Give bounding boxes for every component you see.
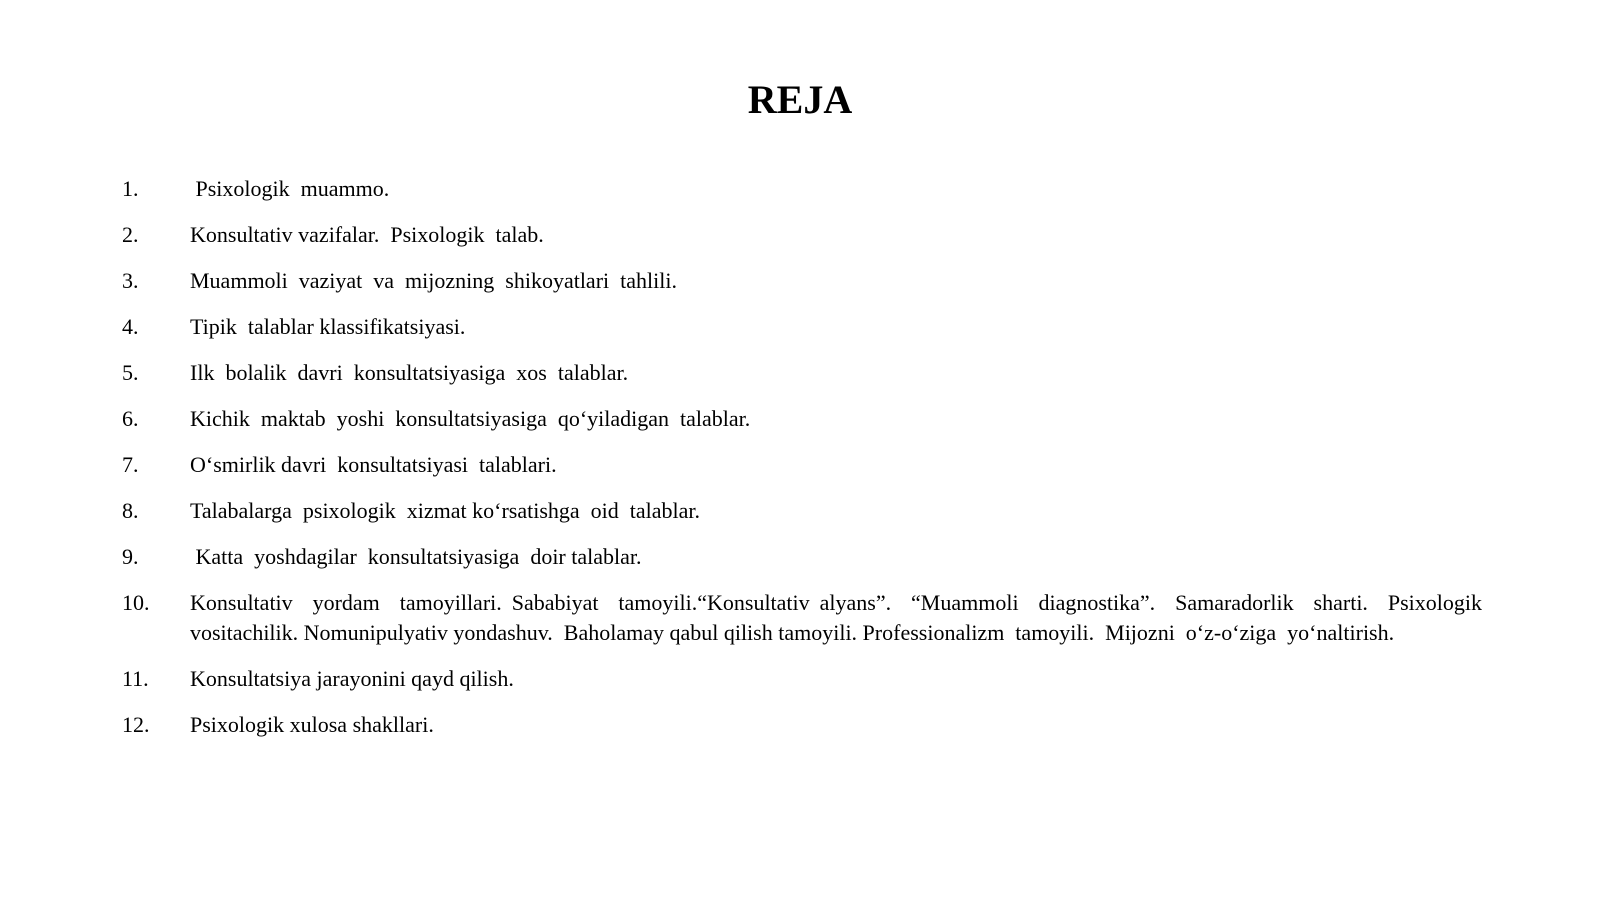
item-number: 3. (122, 268, 139, 293)
item-text: Katta yoshdagilar konsultatsiyasiga doir talablar. (190, 544, 642, 569)
item-text: Konsultativ yordam tamoyillari. Sababiyat tamoyili.“Konsultativ alyans”. “Muammoli diagnostika”. Samaradorlik sharti. Psixologik vositachilik. Nomunipulyativ yondashuv. Baholamay qabul qilish tamoyili. Professionalizm tamoyili. Mijozni o‘z-o‘ziga yo‘naltirish. (190, 590, 1488, 645)
item-number: 11. (122, 666, 149, 691)
list-item (122, 358, 1482, 388)
list-item (122, 496, 1482, 526)
list-item (122, 588, 1488, 648)
item-text: Konsultatsiya jarayonini qayd qilish. (190, 666, 514, 691)
item-text: Tipik talablar klassifikatsiyasi. (190, 314, 466, 339)
item-number: 10. (122, 590, 150, 615)
list-item (122, 174, 1482, 204)
item-text: Psixologik muammo. (190, 176, 390, 201)
item-number: 7. (122, 452, 139, 477)
item-text: Konsultativ vazifalar. Psixologik talab. (190, 222, 544, 247)
item-number: 2. (122, 222, 139, 247)
item-number: 4. (122, 314, 139, 339)
list-item (122, 542, 1482, 572)
item-number: 9. (122, 544, 139, 569)
list-item (122, 266, 1482, 296)
item-text: Kichik maktab yoshi konsultatsiyasiga qo‘yiladigan talablar. (190, 406, 751, 431)
list-item (122, 450, 1482, 480)
list-item (122, 710, 1482, 740)
item-text: Psixologik xulosa shakllari. (190, 712, 434, 737)
item-number: 8. (122, 498, 139, 523)
item-text: Talabalarga psixologik xizmat ko‘rsatishga oid talablar. (190, 498, 701, 523)
list-item (122, 664, 1482, 694)
item-text: Ilk bolalik davri konsultatsiyasiga xos talablar. (190, 360, 629, 385)
item-number: 5. (122, 360, 139, 385)
list-item (122, 220, 1482, 250)
list-item (122, 312, 1482, 342)
item-number: 6. (122, 406, 139, 431)
item-text: Muammoli vaziyat va mijozning shikoyatlari tahlili. (190, 268, 677, 293)
item-text: O‘smirlik davri konsultatsiyasi talablari. (190, 452, 557, 477)
list-item (122, 404, 1482, 434)
item-number: 1. (122, 176, 139, 201)
item-number: 12. (122, 712, 150, 737)
plan-list (122, 174, 1488, 756)
page-title: REJA (747, 77, 853, 122)
